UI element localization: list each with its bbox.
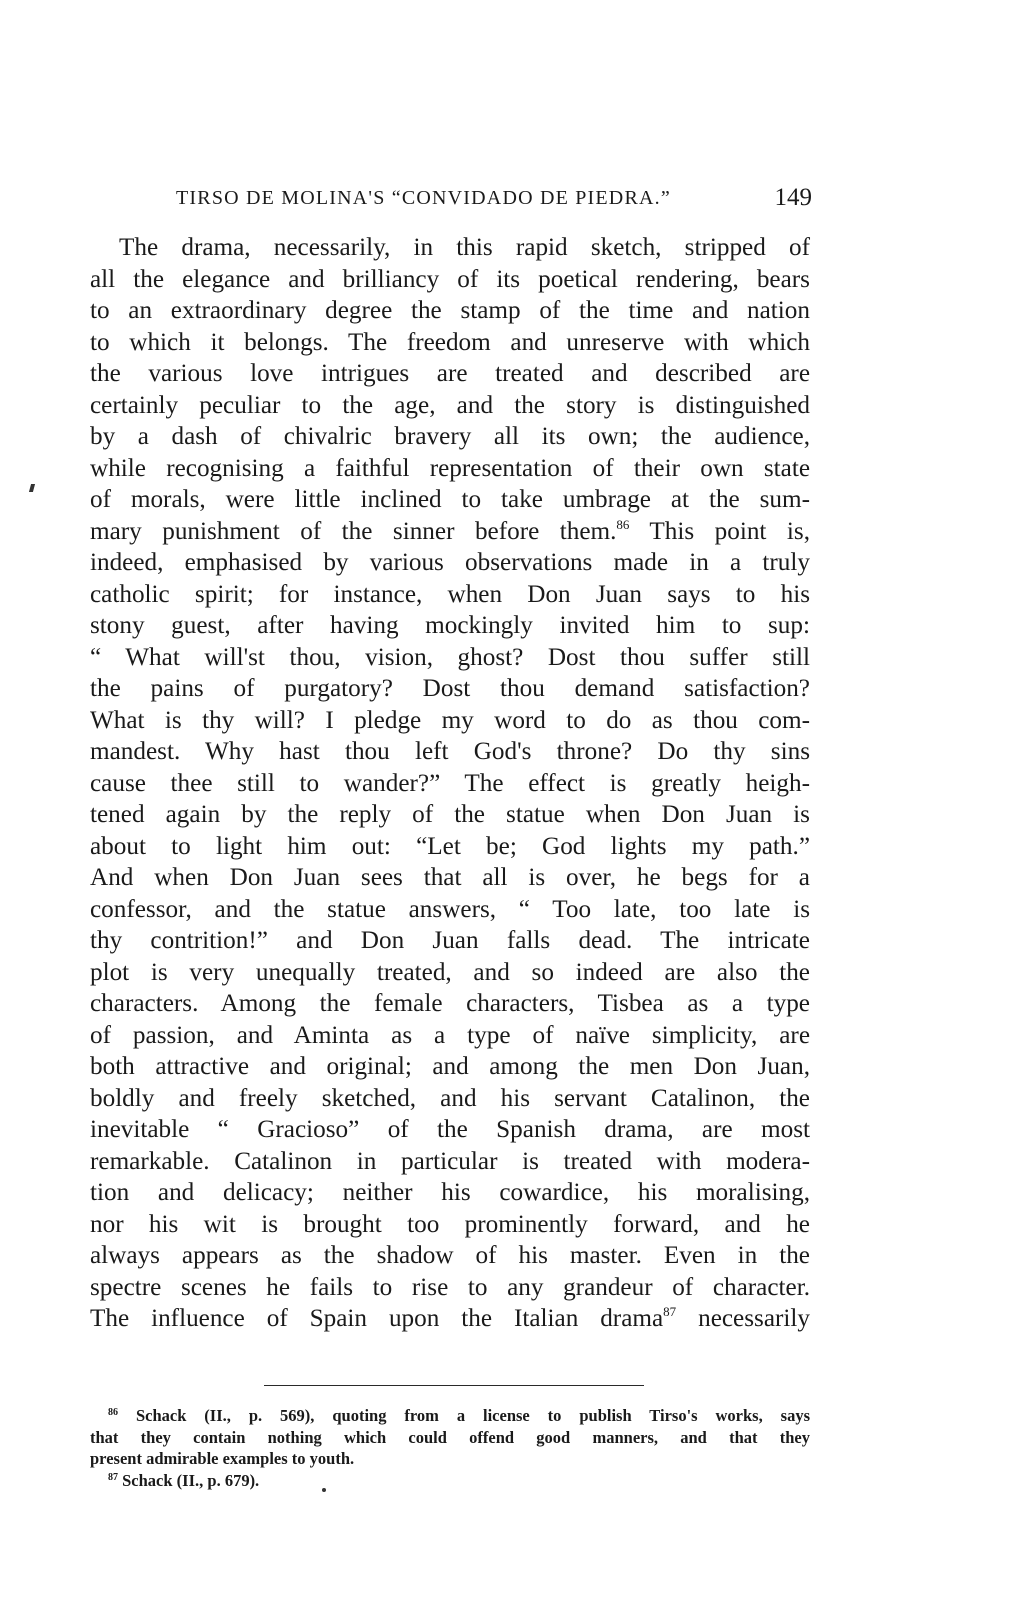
- text-line: to which it belongs. The freedom and unreserve with which: [90, 328, 810, 356]
- text-line: to an extraordinary degree the stamp of the time and nation: [90, 297, 810, 324]
- text-line: nor his wit is brought too prominently forward, and he: [90, 1210, 810, 1238]
- text-line: confessor, and the statue answers, “ Too late, too late is: [90, 895, 810, 923]
- text-line: The drama, necessarily, in this rapid sketch, stripped of: [119, 234, 810, 261]
- text-segment: The influence of Spain upon the Italian drama: [90, 1305, 664, 1332]
- text-line: of morals, were little inclined to take umbrage at the sum-: [90, 486, 810, 513]
- running-head: [176, 182, 812, 214]
- footnote-text: Schack (II., p. 679).: [122, 1470, 260, 1490]
- text-line: thy contrition!” and Don Juan falls dead. The intricate: [90, 927, 810, 954]
- text-line: catholic spirit; for instance, when Don Juan says to his: [90, 580, 810, 608]
- text-line: plot is very unequally treated, and so indeed are also the: [90, 958, 810, 986]
- text-line: mandest. Why hast thou left God's throne? Do thy sins: [90, 738, 810, 765]
- text-line: boldly and freely sketched, and his servant Catalinon, the: [90, 1084, 810, 1112]
- text-line: about to light him out: “Let be; God lights my path.”: [90, 832, 810, 860]
- text-segment: This point is,: [629, 517, 810, 545]
- text-line: cause thee still to wander?” The effect is greatly heigh-: [90, 769, 810, 797]
- text-segment: necessarily: [698, 1305, 810, 1332]
- footnote-ref-87[interactable]: 87: [663, 1304, 677, 1319]
- text-line: tion and delicacy; neither his cowardice, his moralising,: [90, 1179, 810, 1206]
- footnote-text: Schack (II., p. 569), quoting from a license to publish Tirso's works, says: [135, 1406, 810, 1425]
- footnote-divider: [264, 1385, 644, 1386]
- text-line: [90, 1303, 810, 1335]
- text-line: What is thy will? I pledge my word to do as thou com-: [90, 706, 810, 734]
- text-line: tened again by the reply of the statue when Don Juan is: [90, 801, 810, 828]
- footnote-mark: 86: [108, 1407, 118, 1418]
- text-line: [90, 516, 810, 548]
- text-line: always appears as the shadow of his master. Even in the: [90, 1242, 810, 1269]
- text-segment: mary punishment of the sinner before them.: [90, 517, 617, 545]
- stray-margin-mark: [29, 484, 35, 492]
- page-number: 149: [774, 184, 812, 211]
- main-paragraph: [90, 232, 810, 1335]
- text-line: of passion, and Aminta as a type of naïve simplicity, are: [90, 1021, 810, 1049]
- text-line: remarkable. Catalinon in particular is treated with modera-: [90, 1147, 810, 1175]
- text-line: inevitable “ Gracioso” of the Spanish drama, are most: [90, 1116, 810, 1143]
- text-line: the pains of purgatory? Dost thou demand satisfaction?: [90, 675, 810, 702]
- text-line: all the elegance and brilliancy of its poetical rendering, bears: [90, 265, 810, 293]
- text-line: by a dash of chivalric bravery all its own; the audience,: [90, 423, 810, 450]
- text-line: characters. Among the female characters, Tisbea as a type: [90, 990, 810, 1017]
- text-line: certainly peculiar to the age, and the story is distinguished: [90, 391, 810, 419]
- footnote-text: that they contain nothing which could offend good manners, and that they: [90, 1427, 810, 1447]
- text-line: while recognising a faithful representation of their own state: [90, 454, 810, 482]
- footnote-87: [90, 1470, 810, 1492]
- footnote-text: present admirable examples to youth.: [90, 1449, 355, 1468]
- footnote-mark: 87: [108, 1471, 118, 1483]
- text-line: the various love intrigues are treated and described are: [90, 360, 810, 387]
- text-line: stony guest, after having mockingly invited him to sup:: [90, 612, 810, 639]
- running-title: TIRSO DE MOLINA'S “CONVIDADO DE PIEDRA.”: [176, 187, 671, 209]
- text-line: indeed, emphasised by various observations made in a truly: [90, 549, 810, 576]
- text-line: spectre scenes he fails to rise to any grandeur of character.: [90, 1273, 810, 1301]
- footnote-86: [90, 1405, 810, 1427]
- text-line: “ What will'st thou, vision, ghost? Dost thou suffer still: [90, 643, 810, 671]
- footnotes: [90, 1405, 810, 1491]
- text-line: And when Don Juan sees that all is over, he begs for a: [90, 864, 810, 891]
- footnote-ref-86[interactable]: 86: [616, 516, 630, 532]
- text-line: both attractive and original; and among the men Don Juan,: [90, 1053, 810, 1080]
- stray-dot-mark: [322, 1488, 326, 1492]
